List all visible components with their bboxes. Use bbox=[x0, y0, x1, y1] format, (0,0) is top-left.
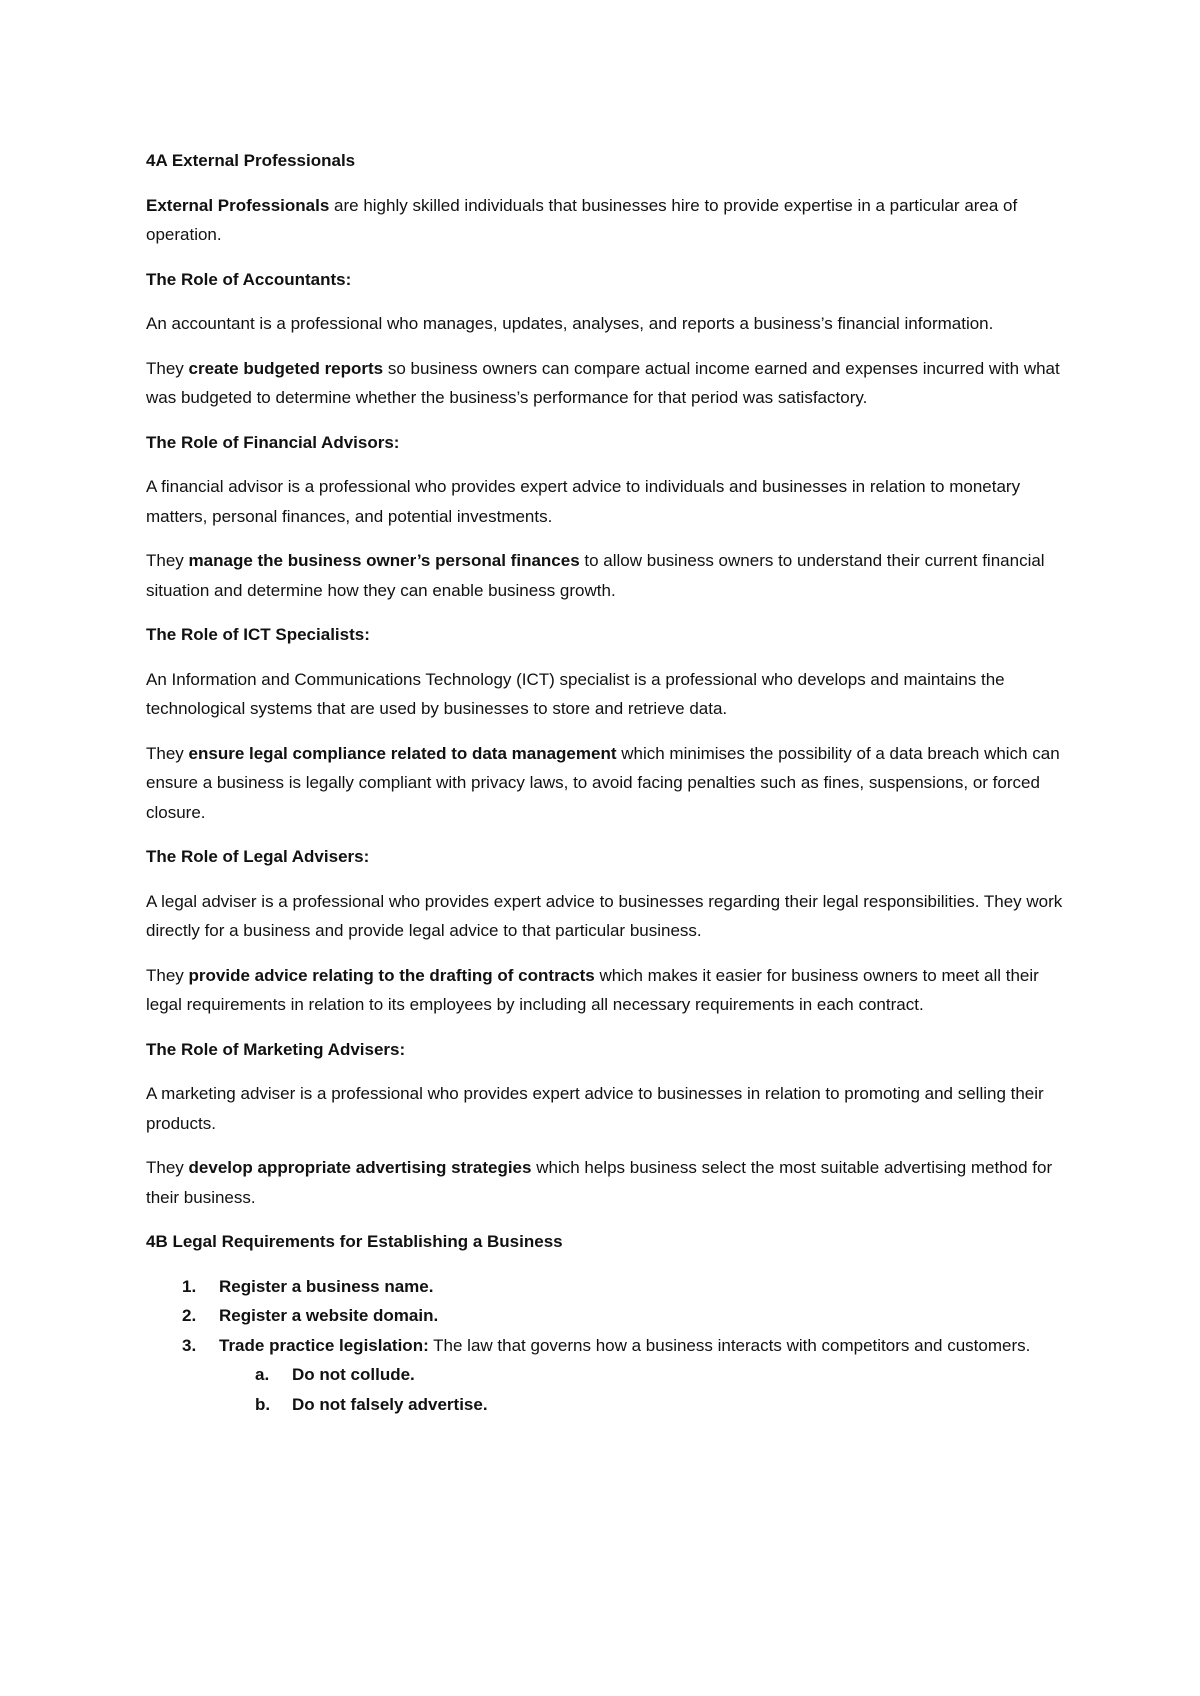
list-item-bold: Register a business name. bbox=[219, 1276, 434, 1296]
ict-specialists-role-bold: ensure legal compliance related to data management bbox=[188, 743, 617, 763]
sub-list-item-bold: Do not falsely advertise. bbox=[292, 1394, 488, 1414]
accountants-role-bold: create budgeted reports bbox=[188, 358, 384, 378]
intro-bold-term: External Professionals bbox=[146, 195, 330, 215]
list-item-number: 2. bbox=[182, 1306, 197, 1325]
financial-advisors-role-bold: manage the business owner’s personal finances bbox=[188, 551, 580, 570]
legal-advisers-definition: A legal adviser is a professional who provides expert advice to businesses regarding their legal responsibilities. They work directly for a business and provide legal advice to that particular business. bbox=[146, 891, 1063, 940]
accountants-role bbox=[146, 354, 1066, 413]
sub-list-item-letter: b. bbox=[255, 1394, 271, 1414]
list-item-text: The law that governs how a business interacts with competitors and customers. bbox=[428, 1335, 1031, 1355]
list-item bbox=[146, 1301, 1066, 1331]
sub-list bbox=[219, 1360, 1066, 1419]
intro-text: are highly skilled individuals that businesses hire to provide expertise in a particular area of operation. bbox=[146, 195, 1018, 244]
financial-advisors-role-post: to allow business owners to understand their current financial situation and determine how they can enable business growth. bbox=[146, 551, 1045, 600]
accountants-role-pre: They bbox=[146, 358, 189, 378]
financial-advisors-definition: A financial advisor is a professional who provides expert advice to individuals and businesses in relation to monetary matters, personal finances, and potential investments. bbox=[146, 477, 1021, 526]
ict-specialists-heading: The Role of ICT Specialists: bbox=[146, 625, 370, 644]
sub-list-item-letter: a. bbox=[255, 1365, 270, 1384]
intro-paragraph bbox=[146, 191, 1066, 250]
list-item-number: 1. bbox=[182, 1276, 197, 1296]
section-4b-title: 4B Legal Requirements for Establishing a Business bbox=[146, 1232, 563, 1251]
legal-advisers-role-bold: provide advice relating to the drafting of contracts bbox=[188, 965, 595, 985]
marketing-advisers-heading: The Role of Marketing Advisers: bbox=[146, 1039, 406, 1059]
legal-advisers-heading: The Role of Legal Advisers: bbox=[146, 847, 370, 866]
sub-list-item bbox=[219, 1390, 1066, 1420]
legal-advisers-role-post: which makes it easier for business owners to meet all their legal requirements in relation to its employees by including all necessary requirements in each contract. bbox=[146, 965, 1039, 1014]
list-item bbox=[146, 1331, 1066, 1420]
accountants-definition: An accountant is a professional who manages, updates, analyses, and reports a business’s financial information. bbox=[146, 314, 994, 333]
financial-advisors-role-pre: They bbox=[146, 551, 189, 570]
ict-specialists-role bbox=[146, 739, 1066, 828]
marketing-advisers-role-post: which helps business select the most suitable advertising method for their business. bbox=[146, 1158, 1053, 1207]
sub-list-item bbox=[219, 1360, 1066, 1390]
document-body bbox=[146, 146, 1066, 1419]
marketing-advisers-role bbox=[146, 1153, 1066, 1212]
list-item-bold: Register a website domain. bbox=[219, 1306, 439, 1325]
accountants-heading: The Role of Accountants: bbox=[146, 269, 352, 289]
marketing-advisers-role-pre: They bbox=[146, 1158, 189, 1177]
marketing-advisers-definition: A marketing adviser is a professional who provides expert advice to businesses in relation to promoting and selling their products. bbox=[146, 1084, 1044, 1133]
sub-list-item-bold: Do not collude. bbox=[292, 1365, 415, 1384]
list-item bbox=[146, 1272, 1066, 1302]
list-item-bold: Trade practice legislation: bbox=[219, 1335, 429, 1355]
ict-specialists-role-pre: They bbox=[146, 743, 189, 763]
marketing-advisers-role-bold: develop appropriate advertising strategies bbox=[188, 1158, 532, 1177]
legal-requirements-list bbox=[146, 1272, 1066, 1420]
list-item-number: 3. bbox=[182, 1335, 197, 1355]
section-4a-title: 4A External Professionals bbox=[146, 151, 356, 170]
legal-advisers-role-pre: They bbox=[146, 965, 189, 985]
accountants-role-post: so business owners can compare actual income earned and expenses incurred with what was budgeted to determine whether the business’s performance for that period was satisfactory. bbox=[146, 358, 1060, 407]
legal-advisers-role bbox=[146, 961, 1066, 1020]
ict-specialists-role-post: which minimises the possibility of a data breach which can ensure a business is legally compliant with privacy laws, to avoid facing penalties such as fines, suspensions, or forced closure. bbox=[146, 743, 1060, 822]
ict-specialists-definition: An Information and Communications Technology (ICT) specialist is a professional who develops and maintains the technological systems that are used by businesses to store and retrieve data. bbox=[146, 669, 1005, 718]
financial-advisors-heading: The Role of Financial Advisors: bbox=[146, 432, 400, 452]
financial-advisors-role bbox=[146, 546, 1066, 605]
